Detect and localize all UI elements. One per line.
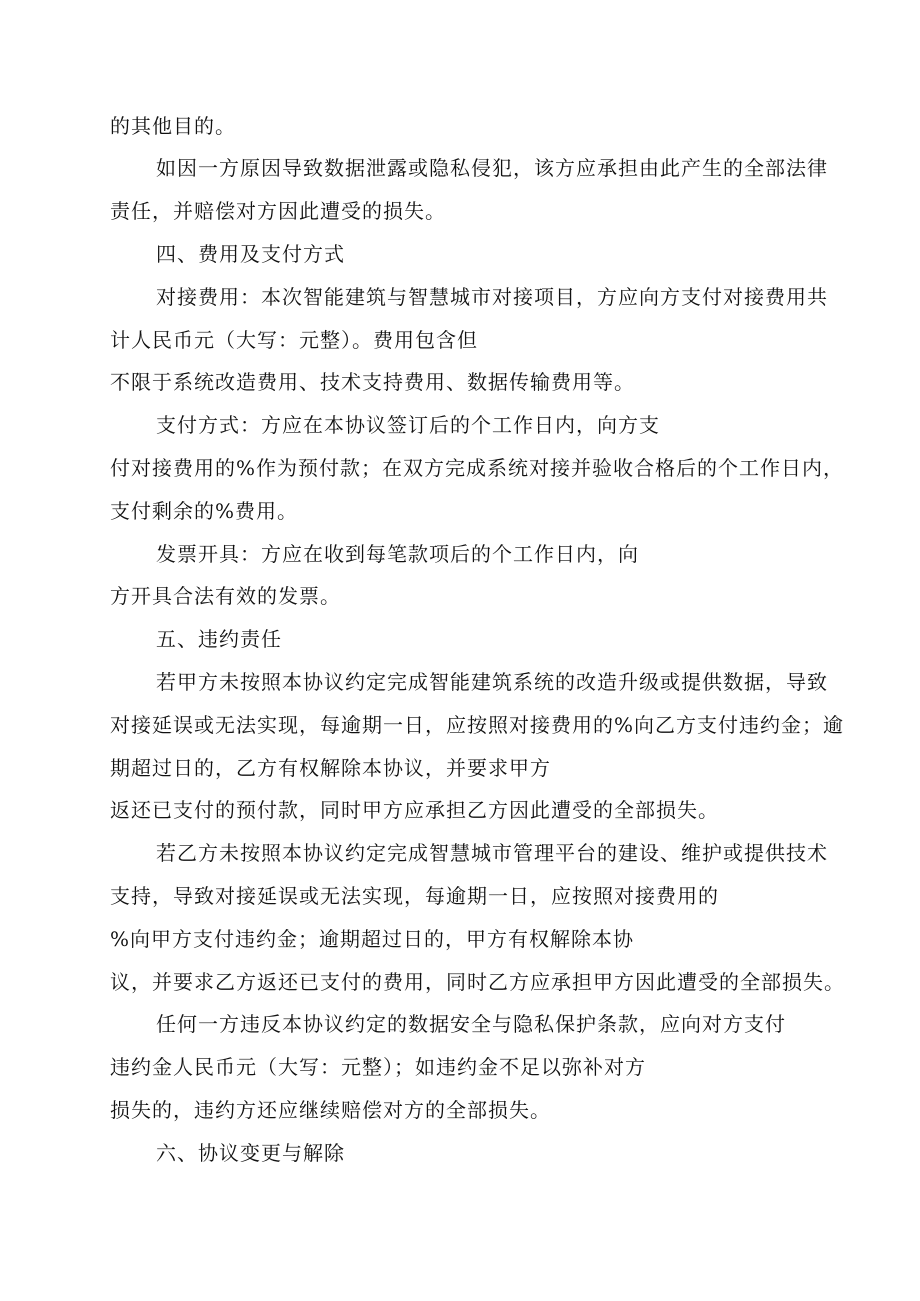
text-line-10: 支付剩余的%费用。 xyxy=(110,499,299,523)
text-line-8: 支付方式：方应在本协议签订后的个工作日内，向方支 xyxy=(156,413,660,437)
text-line-15: 对接延误或无法实现，每逾期一日，应按照对接费用的%向乙方支付违约金；逾 xyxy=(110,713,845,737)
text-line-19: 支持，导致对接延误或无法实现，每逾期一日，应按照对接费用的 xyxy=(110,884,719,908)
text-line-12: 方开具合法有效的发票。 xyxy=(110,584,341,608)
text-line-20: %向甲方支付违约金；逾期超过日的，甲方有权解除本协 xyxy=(110,927,635,951)
text-line-21: 议，并要求乙方返还已支付的费用，同时乙方应承担甲方因此遭受的全部损失。 xyxy=(110,970,845,994)
text-line-6: 计人民币元（大写：元整）。费用包含但 xyxy=(110,328,478,352)
text-line-5: 对接费用：本次智能建筑与智慧城市对接项目，方应向方支付对接费用共 xyxy=(156,285,828,309)
text-line-23: 违约金人民币元（大写：元整）；如违约金不足以弥补对方 xyxy=(110,1055,646,1079)
section-heading-fees: 四、费用及支付方式 xyxy=(156,242,345,266)
text-line-24: 损失的，违约方还应继续赔偿对方的全部损失。 xyxy=(110,1098,551,1122)
text-line-18: 若乙方未按照本协议约定完成智慧城市管理平台的建设、维护或提供技术 xyxy=(156,841,828,865)
text-line-1: 的其他目的。 xyxy=(110,114,236,138)
text-line-11: 发票开具：方应在收到每笔款项后的个工作日内，向 xyxy=(156,542,639,566)
text-line-16: 期超过日的，乙方有权解除本协议，并要求甲方 xyxy=(110,756,551,780)
text-line-3: 责任，并赔偿对方因此遭受的损失。 xyxy=(110,199,446,223)
text-line-22: 任何一方违反本协议约定的数据安全与隐私保护条款，应向对方支付 xyxy=(156,1012,786,1036)
text-line-2: 如因一方原因导致数据泄露或隐私侵犯，该方应承担由此产生的全部法律 xyxy=(156,156,828,180)
section-heading-amendment: 六、协议变更与解除 xyxy=(156,1141,345,1165)
section-heading-breach: 五、违约责任 xyxy=(156,627,282,651)
text-line-17: 返还已支付的预付款，同时甲方应承担乙方因此遭受的全部损失。 xyxy=(110,798,719,822)
text-line-7: 不限于系统改造费用、技术支持费用、数据传输费用等。 xyxy=(110,370,635,394)
text-line-9: 付对接费用的%作为预付款；在双方完成系统对接并验收合格后的个工作日内， xyxy=(110,456,845,480)
text-line-14: 若甲方未按照本协议约定完成智能建筑系统的改造升级或提供数据，导致 xyxy=(156,670,828,694)
